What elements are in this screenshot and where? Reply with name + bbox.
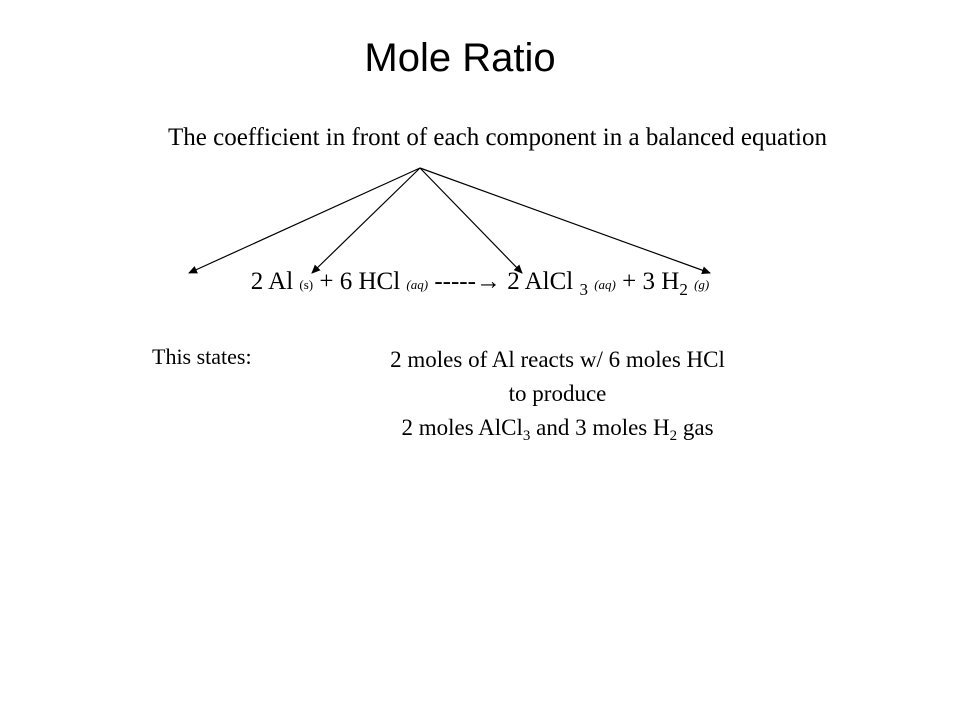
h2-state: (g)	[694, 277, 710, 292]
alcl3-subscript: 3	[522, 428, 531, 444]
explanation-line-1: 2 moles of Al reacts w/ 6 moles HCl	[390, 347, 725, 372]
h2-term: 3 H	[642, 268, 680, 295]
slide-title: Mole Ratio	[364, 36, 556, 80]
this-states-label: This states:	[152, 344, 252, 369]
explanation-line-3-part-b: and 3 moles H	[530, 415, 670, 440]
yields-dashes: -----	[434, 268, 476, 295]
arrow-to-h2	[420, 168, 710, 273]
plus-sign: +	[319, 268, 334, 295]
balanced-equation	[0, 268, 960, 300]
arrow-to-al	[189, 168, 420, 273]
al-state: (s)	[299, 277, 314, 292]
explanation-block	[300, 343, 815, 453]
h2-subscript: 2	[679, 280, 688, 299]
plus-sign: +	[622, 268, 637, 295]
alcl3-state: (aq)	[594, 277, 616, 292]
explanation-line-2: to produce	[508, 381, 607, 406]
arrow-to-alcl3	[420, 168, 522, 273]
al-term: 2 Al	[250, 268, 294, 295]
explanation-line-3-part-a: 2 moles AlCl	[401, 415, 523, 440]
explanation-line-3	[300, 411, 815, 453]
hcl-state: (aq)	[406, 277, 429, 292]
yields-arrow: →	[475, 268, 501, 295]
alcl3-term: 2 AlCl	[507, 268, 574, 295]
explanation-line-3-part-c: gas	[677, 415, 714, 440]
h2-subscript: 2	[669, 428, 678, 444]
alcl3-subscript: 3	[579, 280, 588, 299]
hcl-term: 6 HCl	[339, 268, 401, 295]
arrow-to-hcl	[312, 168, 420, 273]
definition-text: The coefficient in front of each component in a balanced equation	[168, 124, 827, 151]
